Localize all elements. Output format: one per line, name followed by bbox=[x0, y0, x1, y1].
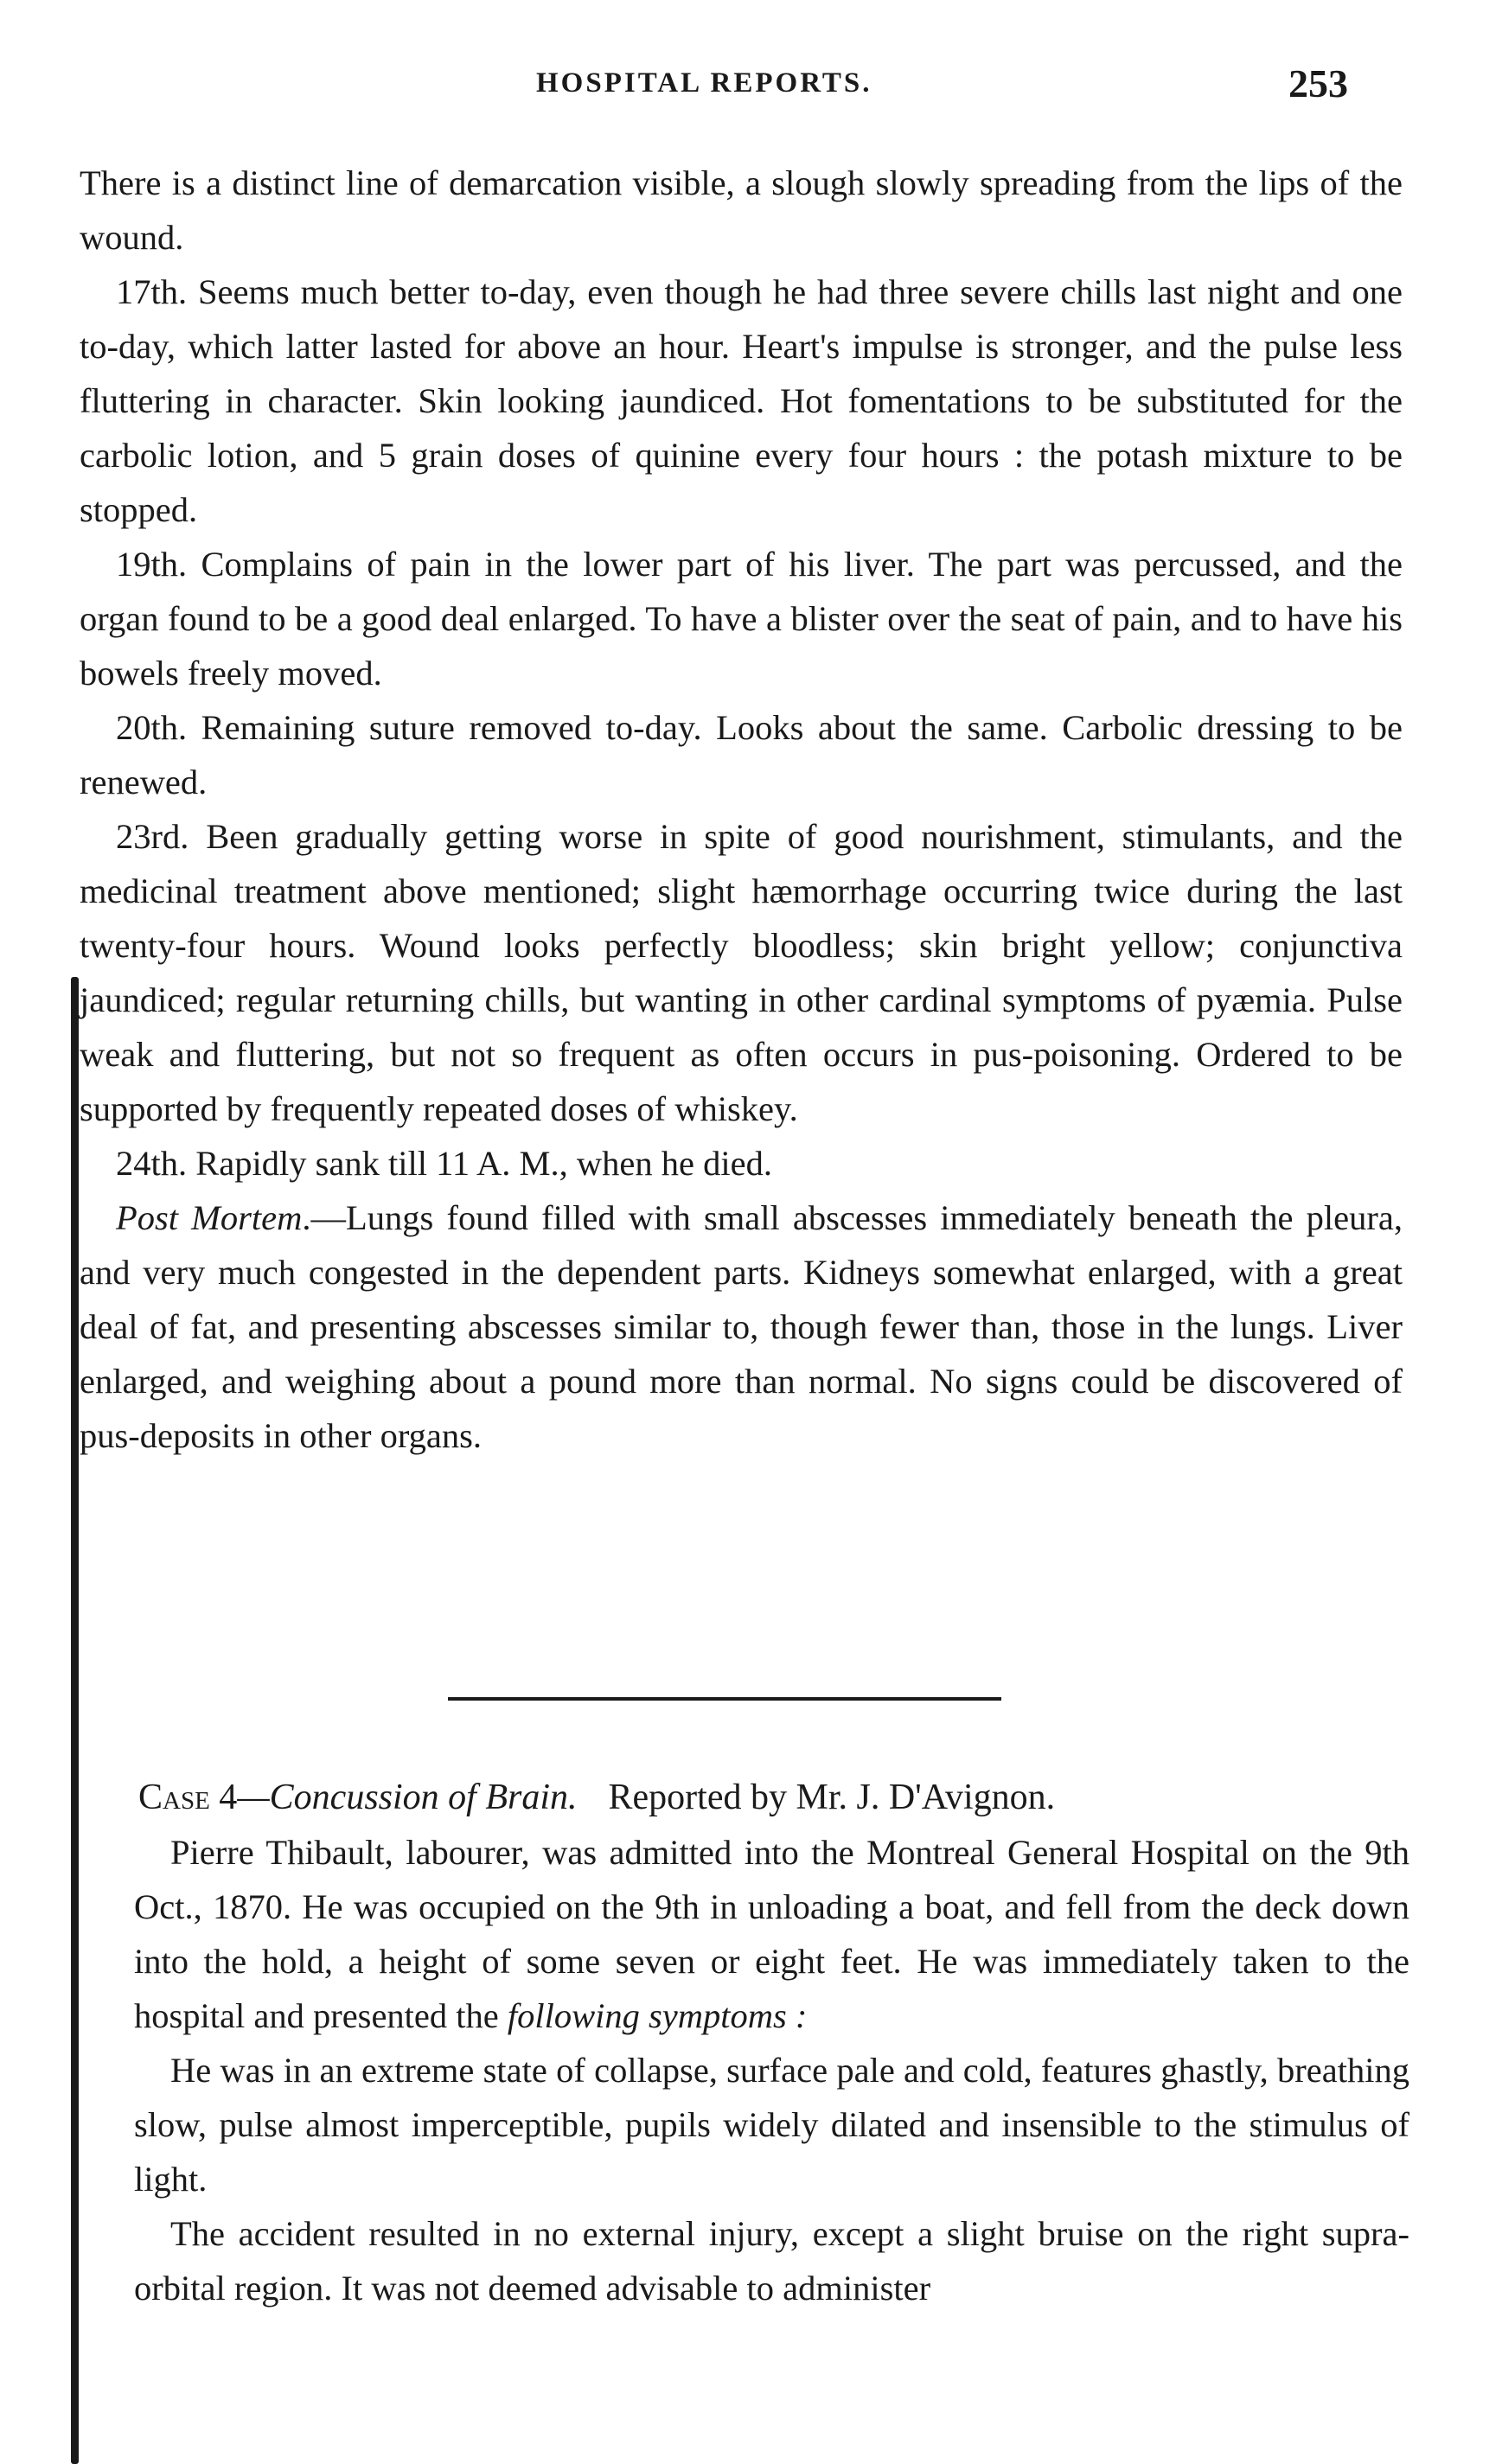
case-3-continuation bbox=[80, 156, 1403, 1463]
paragraph-accident: The accident resulted in no external injury, except a slight bruise on the right supra-orbital region. It was not deemed advisable to administer bbox=[134, 2214, 1409, 2308]
case-4-body bbox=[134, 1825, 1409, 2315]
paragraph-20th: 20th. Remaining suture removed to-day. Looks about the same. Carbolic dressing to be renewed. bbox=[80, 708, 1403, 801]
paragraph-post-mortem bbox=[80, 1191, 1403, 1463]
post-mortem-text: .—Lungs found filled with small abscesses immediately beneath the pleura, and very much congested in the dependent parts. Kidneys somewhat enlarged, with a great deal of fat, and presenting abscesses similar to, though fewer than, those in the lungs. Liver enlarged, and weighing about a pound more than normal. No signs could be discovered of pus-deposits in other organs. bbox=[80, 1198, 1403, 1455]
paragraph-23rd: 23rd. Been gradually getting worse in spite of good nourishment, stimulants, and the medicinal treatment above mentioned; slight hæmorrhage occurring twice during the last twenty-four hours. Wound looks perfectly bloodless; skin bright yellow; conjunctiva jaundiced; regular returning chills, but wanting in other cardinal symptoms of pyæmia. Pulse weak and fluttering, but not so frequent as often occurs in pus-poisoning. Ordered to be supported by frequently repeated doses of whiskey. bbox=[80, 817, 1403, 1128]
running-title: HOSPITAL REPORTS. bbox=[536, 67, 872, 99]
margin-rule bbox=[71, 977, 79, 2464]
paragraph-19th: 19th. Complains of pain in the lower part of his liver. The part was percussed, and the organ found to be a good deal enlarged. To have a blister over the seat of pain, and to have his bowels freely moved. bbox=[80, 545, 1403, 693]
case-reporter: Reported by Mr. J. D'Avignon. bbox=[608, 1778, 1056, 1817]
case-label: Case 4 bbox=[138, 1778, 238, 1817]
paragraph-state: He was in an extreme state of collapse, surface pale and cold, features ghastly, breathing slow, pulse almost imperceptible, pupils widely dilated and insensible to the stimulus of light. bbox=[134, 2051, 1409, 2199]
page-number: 253 bbox=[1288, 61, 1348, 105]
paragraph-17th: 17th. Seems much better to-day, even though he had three severe chills last night and one to-day, which latter lasted for above an hour. Heart's impulse is stronger, and the pulse less fluttering in character. Skin looking jaundiced. Hot fomentations to be substituted for the carbolic lotion, and 5 grain doses of quinine every four hours : the potash mixture to be stopped. bbox=[80, 272, 1403, 529]
paragraph-intro: There is a distinct line of demarcation visible, a slough slowly spreading from the lips of the wound. bbox=[80, 163, 1403, 257]
section-separator bbox=[448, 1697, 1001, 1701]
post-mortem-label: Post Mortem bbox=[116, 1198, 303, 1237]
paragraph-24th: 24th. Rapidly sank till 11 A. M., when he died. bbox=[116, 1144, 772, 1183]
paragraph-admission bbox=[134, 1825, 1409, 2043]
following-symptoms: following symptoms : bbox=[507, 1996, 808, 2035]
case-4-heading bbox=[138, 1771, 1401, 1825]
case-title: —Concussion of Brain. bbox=[237, 1778, 578, 1817]
admission-text: Pierre Thibault, labourer, was admitted into the Montreal General Hospital on the 9th Oct., 1870. He was occupied on the 9th in unloading a boat, and fell from the deck down into the hold, a height of some seven or eight feet. He was immediately taken to the hospital and presented the bbox=[134, 1833, 1409, 2035]
